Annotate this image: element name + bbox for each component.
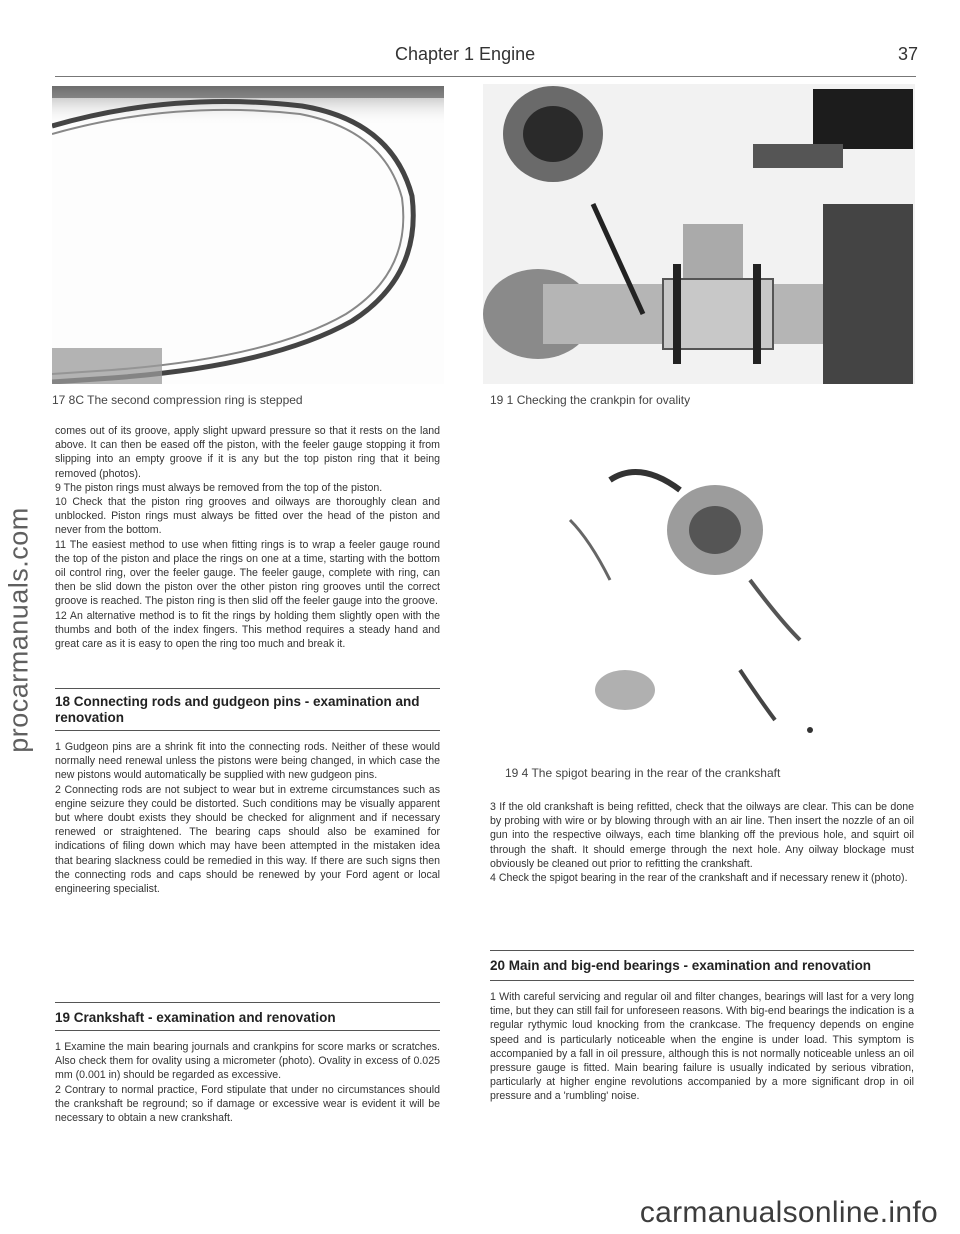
section-rule (490, 950, 914, 951)
piston-ring-illustration (52, 86, 444, 384)
spigot-bearing-illustration (530, 440, 830, 740)
paragraph: 4 Check the spigot bearing in the rear of the crankshaft and if necessary renew it (photo). (490, 872, 908, 885)
paragraph: 1 Gudgeon pins are a shrink fit into the connecting rods. Neither of these would normally need renewal unless the pistons were being changed, in which case the new pistons would automatically be supplied with new gudgeon pins. (55, 741, 440, 782)
left-column-section-19 (55, 1040, 440, 1125)
paragraph: 11 The easiest method to use when fitting rings is to wrap a feeler gauge round the top of the piston and place the rings on one at a time, starting with the bottom oil control ring, over the feeler gauge. The feeler gauge, complete with ring, can then be slid down the piston over the other piston ring grooves until the correct groove is reached. The piston ring is then slid off the feeler gauge into the groove. (55, 538, 440, 608)
paragraph: 1 With careful servicing and regular oil and filter changes, bearings will last for a very long time, but they can still fail for unforeseen reasons. With big-end bearings the indication is a regular rythymic loud knocking from the crankcase. The frequency depends on engine speed and is particularly noticeable when the engine is under load. This symptom is accompanied by a fall in oil pressure, although this is not normally noticeable unless an oil pressure gauge is fitted. Main bearing failure is usually indicated by serious vibration, particularly at higher engine revolutions accompanied by a more significant drop in oil pressure and a 'rumbling' noise. (490, 991, 914, 1103)
section-heading-20: 20 Main and big-end bearings - examination and renovation (490, 958, 872, 973)
paragraph: comes out of its groove, apply slight upward pressure so that it rests on the land above. It can then be eased off the piston, with the feeler gauge stopping it from slipping into an empty groove if it is any but the top piston ring that it being removed (photos). (55, 425, 440, 480)
photo-crankpin (483, 84, 915, 384)
section-rule (55, 688, 440, 689)
photo-caption-2: 19 1 Checking the crankpin for ovality (490, 393, 691, 407)
paragraph: 2 Contrary to normal practice, Ford stipulate that under no circumstances should the crankshaft be reground; so if damage or excessive wear is evident it will be necessary to obtain a new crankshaft. (55, 1083, 440, 1125)
section-rule (55, 1002, 440, 1003)
bottom-watermark-text: carmanualsonline.info (639, 1196, 938, 1229)
paragraph: 10 Check that the piston ring grooves and oilways are thoroughly clean and unblocked. Piston rings must always be fitted over the head of the piston and never from the bottom. (55, 496, 440, 537)
photo-spigot-bearing (530, 440, 830, 740)
crankpin-illustration (483, 84, 915, 384)
paragraph: 12 An alternative method is to fit the rings by holding them slightly open with the thumbs and both of the index fingers. This method requires a steady hand and great care as it is easy to open the ring too much and break it. (55, 609, 440, 651)
photo-caption-3: 19 4 The spigot bearing in the rear of the crankshaft (505, 766, 781, 780)
side-watermark (4, 300, 34, 960)
page-number: 37 (898, 44, 919, 64)
left-column-section-18 (55, 740, 440, 896)
section-heading-19: 19 Crankshaft - examination and renovation (55, 1010, 336, 1025)
right-column-section-20 (490, 990, 914, 1104)
header-rule (55, 76, 916, 77)
chapter-title: Chapter 1 Engine (395, 44, 536, 64)
section-rule (490, 980, 914, 981)
side-watermark-text: procarmanuals.com (3, 507, 34, 753)
page-header (0, 44, 960, 72)
right-column-upper (490, 800, 914, 885)
section-heading-18: 18 Connecting rods and gudgeon pins - examination and renovation (55, 694, 420, 725)
section-rule (55, 1030, 440, 1031)
photo-piston-ring (52, 86, 444, 384)
left-column-upper (55, 424, 440, 651)
paragraph: 3 If the old crankshaft is being refitted, check that the oilways are clear. This can be done by probing with wire or by blowing through with an air line. Then insert the nozzle of an oil gun into the respective oilways, each time blanking off the previous hole, and squirt oil through the shaft. It should emerge through the next hole. Any oilway blockage must obviously be cleaned out prior to refitting the crankshaft. (490, 801, 914, 870)
photo-caption-1: 17 8C The second compression ring is stepped (52, 393, 303, 407)
paragraph: 2 Connecting rods are not subject to wear but in extreme circumstances such as engine seizure they could be distorted. Such conditions may be visually apparent but where doubt exists they should be checked for alignment and if necessary renewed or straightened. The bearing caps should also be examined for indications of filing down which may have been attempted in the mistaken idea that bearing slackness could be remedied in this way. If there are such signs then the connecting rods and caps should be renewed by your Ford agent or local engineering specialist. (55, 783, 440, 896)
section-rule (55, 730, 440, 731)
paragraph: 1 Examine the main bearing journals and crankpins for score marks or scratches. Also check them for ovality using a micrometer (photo). Ovality in excess of 0.025 mm (0.001 in) should be regarded as excessive. (55, 1041, 440, 1082)
paragraph: 9 The piston rings must always be removed from the top of the piston. (55, 481, 383, 494)
